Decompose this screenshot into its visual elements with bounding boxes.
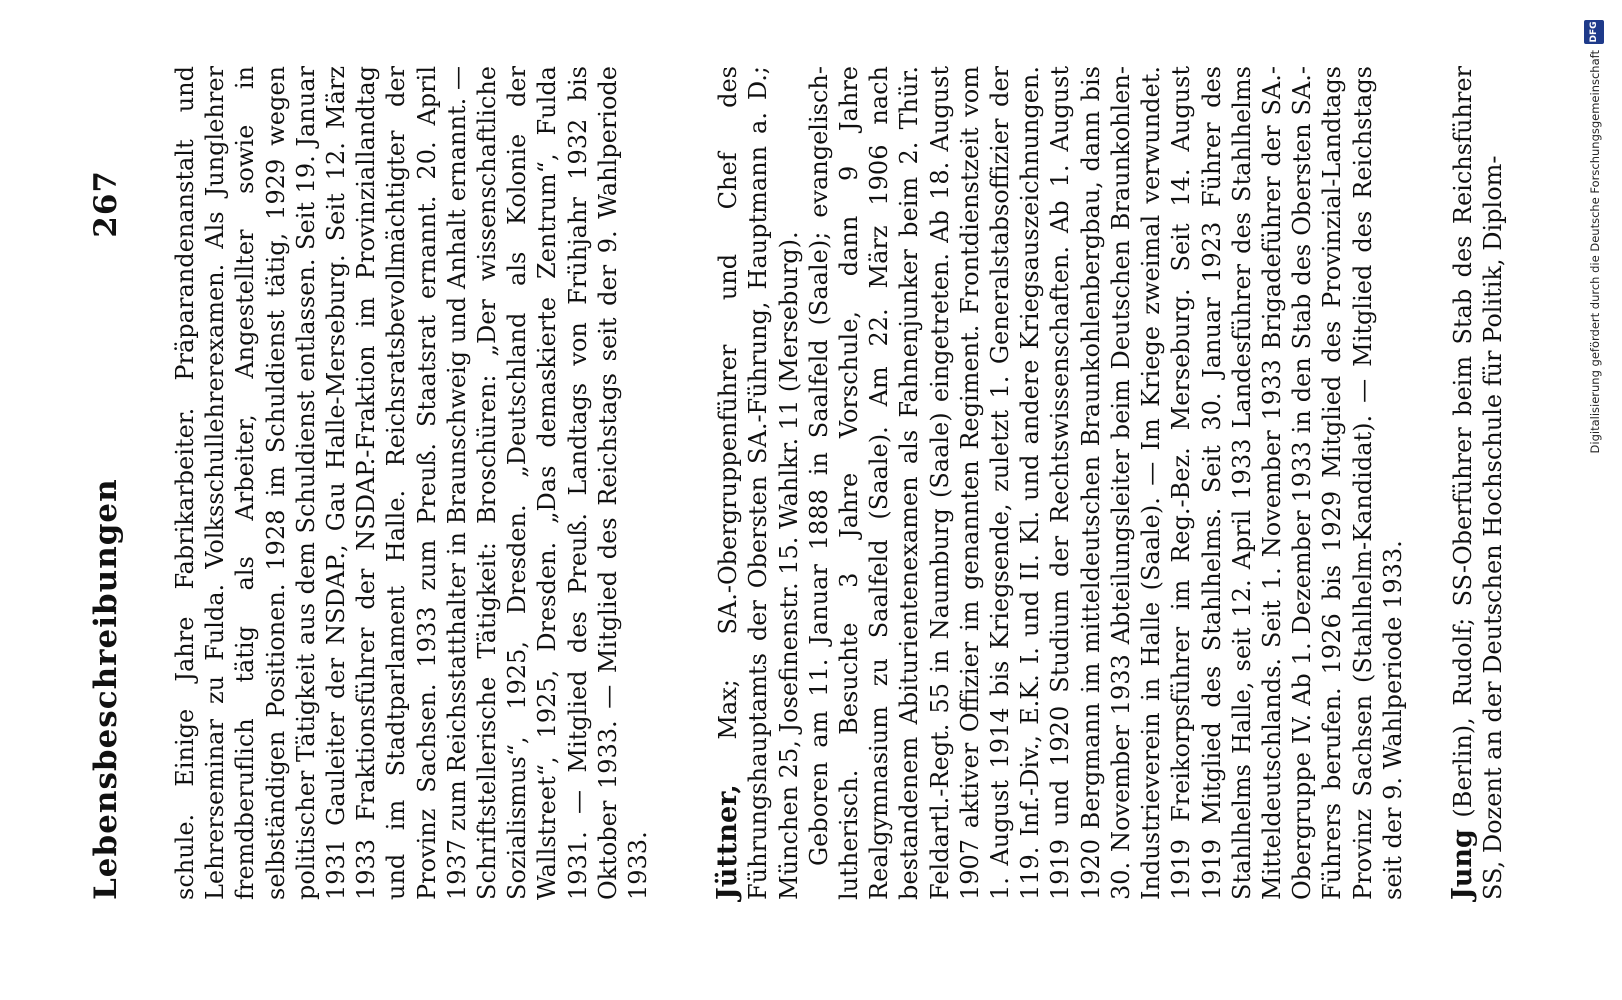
entry-intro: (Berlin), Rudolf; SS-Oberführer beim Stab des Reichsführer SS, Dozent an der Deutschen Hochschule für Politik, Diplom- <box>1448 65 1508 900</box>
entry-intro: Max; SA.-Obergruppenführer und Chef des Führungshauptamts der Obersten SA.-Führung, Hauptmann a. D.; München 25, Josefinenstr. 15. Wahlkr. 11 (Merseburg). <box>714 65 803 900</box>
page-header-title: Lebensbeschreibungen <box>88 478 124 900</box>
body-text <box>170 66 1508 900</box>
entry-body: Geboren am 11. Januar 1888 in Saalfeld (Saale); evangelisch-lutherisch. Besuchte 3 Jahre Vorschule, dann 9 Jahre Realgymnasium zu Saalfeld (Saale). Am 22. März 1906 nach bestandenem Abiturientenexamen als Fahnenjunker beim 2. Thür. Feldartl.-Regt. 55 in Naumburg (Saale) eingetreten. Ab 18. August 1907 aktiver Offizier im genannten Regiment. Frontdienstzeit vom 1. August 1914 bis Kriegsende, zuletzt 1. Generalstabsoffizier der 119. Inf.-Div., E.K. I. und II. Kl. und andere Kriegsauszeichnungen. 1919 und 1920 Studium der Rechtswissenschaften. Ab 1. August 1920 Bergmann im mitteldeutschen Braunkohlenbergbau, dann bis 30. November 1933 Abteilungsleiter beim Deutschen Braunkohlen-Industrieverein in Halle (Saale). — Im Kriege zweimal verwundet. 1919 Freikorpsführer im Reg.-Bez. Merseburg. Seit 14. August 1919 Mitglied des Stahlhelms. Seit 30. Januar 1923 Führer des Stahlhelms Halle, seit 12. April 1933 Landesführer des Stahlhelms Mitteldeutschlands. Seit 1. November 1933 Brigadeführer der SA.-Obergruppe IV. Ab 1. Dezember 1933 in den Stab des Obersten SA.-Führers berufen. 1926 bis 1929 Mitglied des Provinzial-Landtags Provinz Sachsen (Stahlhelm-Kandidat). — Mitglied des Reichstags seit der 9. Wahlperiode 1933. <box>804 66 1407 900</box>
credit-text: Digitalisierung gefördert durch die Deutsche Forschungsgemeinschaft <box>1588 50 1602 454</box>
continuation-paragraph: schule. Einige Jahre Fabrikarbeiter. Präparandenanstalt und Lehrerseminar zu Fulda. Volksschullehrerexamen. Als Junglehrer fremdberuflich tätig als Arbeiter, Angestellter sowie in selbständigen Positionen. 1928 im Schuldienst tätig, 1929 wegen politischer Tätigkeit aus dem Schuldienst entlassen. Seit 19. Januar 1931 Gauleiter der NSDAP., Gau Halle-Merseburg. Seit 12. März 1933 Fraktionsführer der NSDAP.-Fraktion im Provinziallandtag und im Stadtparlament Halle. Reichsratsbevollmächtigter der Provinz Sachsen. 1933 zum Preuß. Staatsrat ernannt. 20. April 1937 zum Reichsstatthalter in Braunschweig und Anhalt ernannt. — Schriftstellerische Tätigkeit: Broschüren: „Der wissenschaftliche Sozialismus“, 1925, Dresden. „Deutschland als Kolonie der Wallstreet“, 1925, Dresden. „Das demaskierte Zentrum“, Fulda 1931. — Mitglied des Preuß. Landtags von Frühjahr 1932 bis Oktober 1933. — Mitglied des Reichstags seit der 9. Wahlperiode 1933. <box>171 66 653 900</box>
page-number: 267 <box>88 170 124 238</box>
digitization-credit <box>1570 10 1622 1000</box>
biography-entry-jung <box>1448 66 1508 900</box>
biography-entry-juettner <box>713 66 1408 900</box>
running-head <box>86 170 126 900</box>
dfg-logo-icon: DFG <box>1584 20 1604 44</box>
entry-name: Jüttner, <box>712 784 744 900</box>
entry-name: Jung <box>1446 829 1478 900</box>
